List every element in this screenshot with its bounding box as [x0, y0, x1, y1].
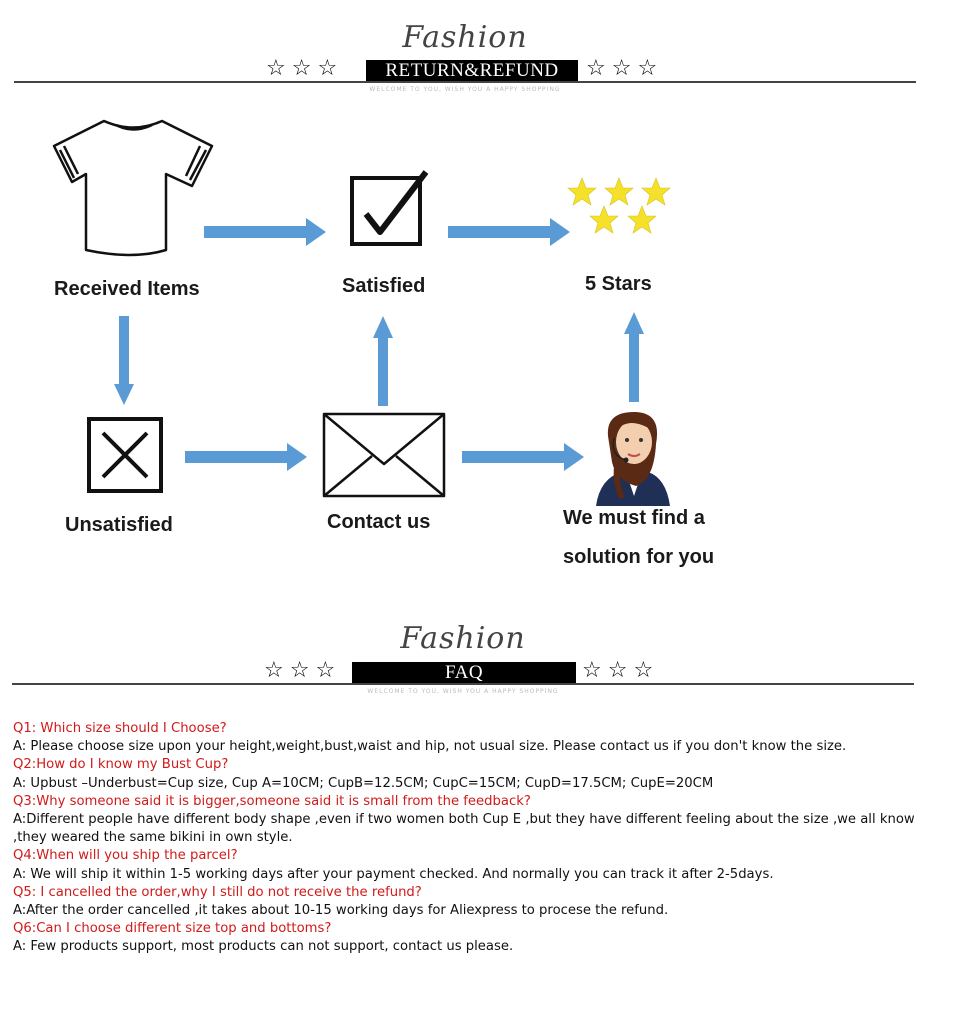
faq-question: Q2:How do I know my Bust Cup? [13, 757, 229, 773]
arrow-up-icon [373, 316, 393, 406]
stars-right-icon: ☆☆☆ [586, 56, 664, 81]
five-stars-icon [568, 178, 670, 233]
arrow-right-icon [448, 218, 570, 246]
banner-tagline: WELCOME TO YOU, WISH YOU A HAPPY SHOPPING [369, 86, 561, 93]
unsatisfied-label: Unsatisfied [65, 514, 173, 536]
faq-title: FAQ [352, 662, 576, 684]
solution-label-line2: solution for you [563, 546, 715, 568]
arrow-right-icon [204, 218, 326, 246]
solution-label-line1: We must find a [563, 507, 705, 529]
stars-left-icon: ☆☆☆ [264, 658, 342, 683]
faq-question: Q1: Which size should I Choose? [13, 721, 227, 736]
tshirt-icon [54, 121, 212, 255]
faq-question: Q5: I cancelled the order,why I still do not receive the refund? [13, 884, 422, 900]
checkbox-checked-icon [352, 172, 426, 244]
faq-answer: A: Upbust –Underbust=Cup size, Cup A=10CM; CupB=12.5CM; CupC=15CM; CupD=17.5CM; CupE=20CM [13, 775, 714, 791]
received-items-label: Received Items [54, 278, 200, 300]
return-flow-diagram [0, 100, 960, 580]
faq-question: Q6:Can I choose different size top and bottoms? [13, 921, 332, 937]
faq-answer: A:Different people have different body shape ,even if two women both Cup E ,but they have different feeling about the size ,we all know ,they weared the same bikini in own style. [13, 812, 915, 846]
arrow-up-icon [624, 312, 644, 402]
faq-question: Q3:Why someone said it is bigger,someone said it is small from the feedback? [13, 793, 531, 809]
fashion-script-heading: Fashion [400, 621, 526, 656]
faq-answer: A: Few products support, most products can not support, contact us please. [13, 939, 514, 955]
banner-tagline: WELCOME TO YOU, WISH YOU A HAPPY SHOPPING [367, 688, 559, 695]
return-refund-banner [14, 12, 916, 98]
faq-answer: A: We will ship it within 1-5 working days after your payment checked. And normally you can track it after 2-5days. [13, 866, 774, 882]
arrow-down-icon [114, 316, 134, 405]
arrow-right-icon [185, 443, 307, 471]
support-agent-icon [596, 412, 670, 506]
arrow-right-icon [462, 443, 584, 471]
satisfied-label: Satisfied [342, 275, 426, 297]
envelope-icon [324, 414, 444, 496]
faq-banner [12, 615, 914, 701]
banner-divider [12, 683, 914, 685]
stars-left-icon: ☆☆☆ [266, 56, 344, 81]
contact-us-label: Contact us [327, 511, 431, 533]
x-box-icon [89, 419, 161, 491]
faq-answer: A:After the order cancelled ,it takes about 10-15 working days for Aliexpress to procese the refund. [13, 903, 669, 919]
return-refund-title: RETURN&REFUND [366, 60, 578, 82]
faq-list [13, 720, 943, 957]
fashion-script-heading: Fashion [402, 20, 528, 55]
five-stars-label: 5 Stars [585, 273, 652, 295]
stars-right-icon: ☆☆☆ [582, 658, 660, 683]
faq-question: Q4:When will you ship the parcel? [13, 848, 238, 864]
faq-answer: A: Please choose size upon your height,weight,bust,waist and hip, not usual size. Please contact us if you don't know the size. [13, 739, 847, 755]
banner-divider [14, 81, 916, 83]
